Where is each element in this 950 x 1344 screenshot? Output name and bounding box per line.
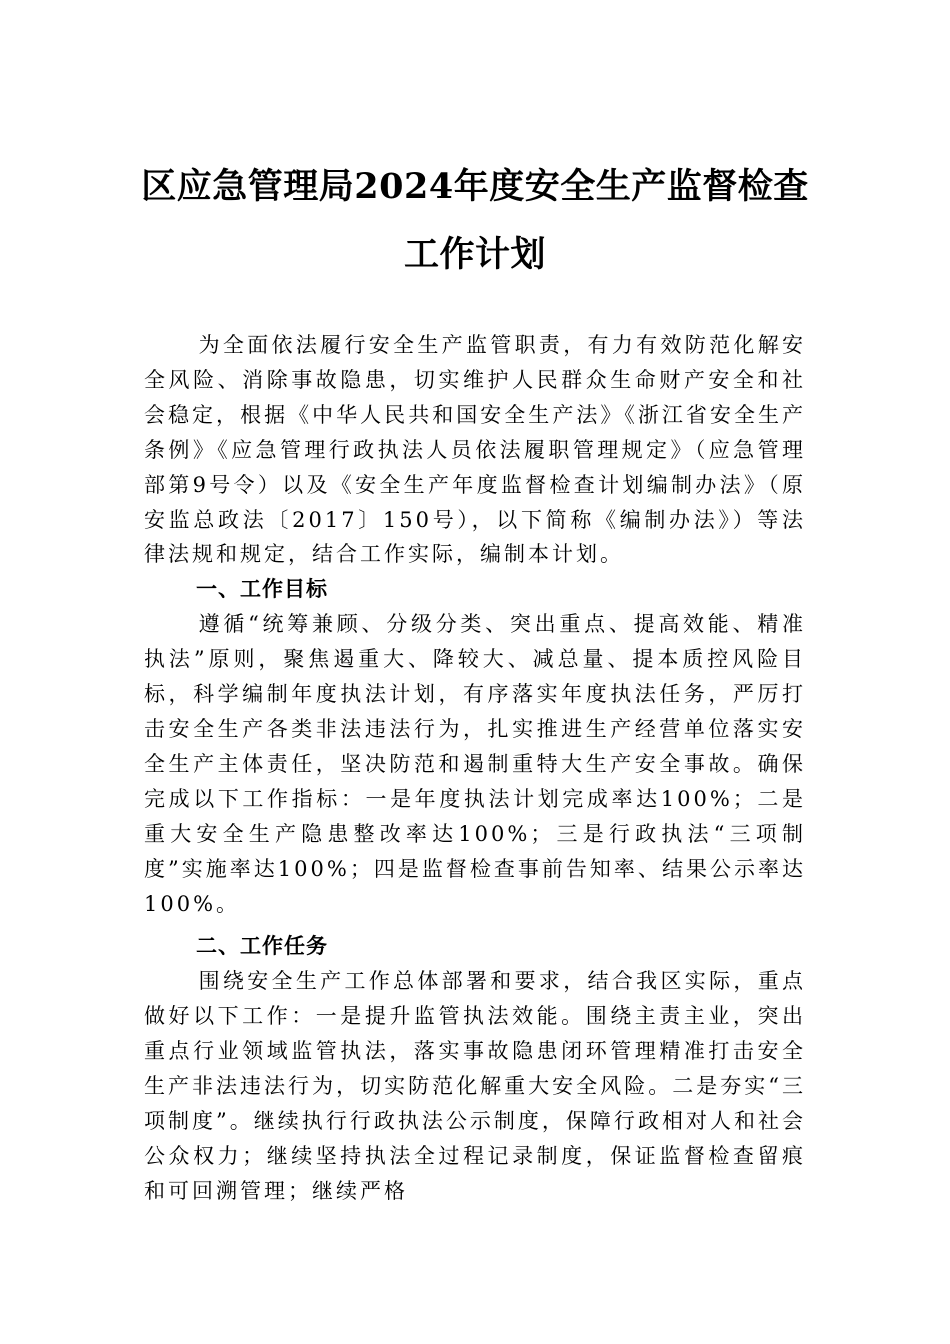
document-body bbox=[144, 328, 806, 1209]
document-title-line-2: 工作计划 bbox=[403, 234, 546, 275]
document-title-line-1: 区应急管理局2024年度安全生产监督检查 bbox=[141, 166, 809, 207]
intro-paragraph: 为全面依法履行安全生产监管职责，有力有效防范化解安全风险、消除事故隐患，切实维护人民群众生命财产安全和社会稳定，根据《中华人民共和国安全生产法》《浙江省安全生产条例》《应急管理行政执法人员依法履职管理规定》（应急管理部第9号令）以及《安全生产年度监督检查计划编制办法》（原安监总政法〔2017〕150号），以下简称《编制办法》）等法律法规和规定，结合工作实际，编制本计划。 bbox=[144, 333, 806, 567]
section-heading-tasks: 二、工作任务 bbox=[196, 934, 328, 959]
goals-paragraph: 遵循“统筹兼顾、分级分类、突出重点、提高效能、精准执法”原则，聚焦遏重大、降较大、减总量、提本质控风险目标，科学编制年度执法计划，有序落实年度执法任务，严厉打击安全生产各类非法违法行为，扎实推进生产经营单位落实安全生产主体责任，坚决防范和遏制重特大生产安全事故。确保完成以下工作指标：一是年度执法计划完成率达100%；二是重大安全生产隐患整改率达100%；三是行政执法“三项制度”实施率达100%；四是监督检查事前告知率、结果公示率达100%。 bbox=[144, 612, 806, 916]
section-heading-goals: 一、工作目标 bbox=[196, 577, 328, 602]
tasks-paragraph: 围绕安全生产工作总体部署和要求，结合我区实际，重点做好以下工作：一是提升监管执法效能。围绕主责主业，突出重点行业领域监管执法，落实事故隐患闭环管理精准打击安全生产非法违法行为，切实防范化解重大安全风险。二是夯实“三项制度”。继续执行行政执法公示制度，保障行政相对人和社会公众权力；继续坚持执法全过程记录制度，保证监督检查留痕和可回溯管理；继续严格 bbox=[144, 969, 806, 1203]
